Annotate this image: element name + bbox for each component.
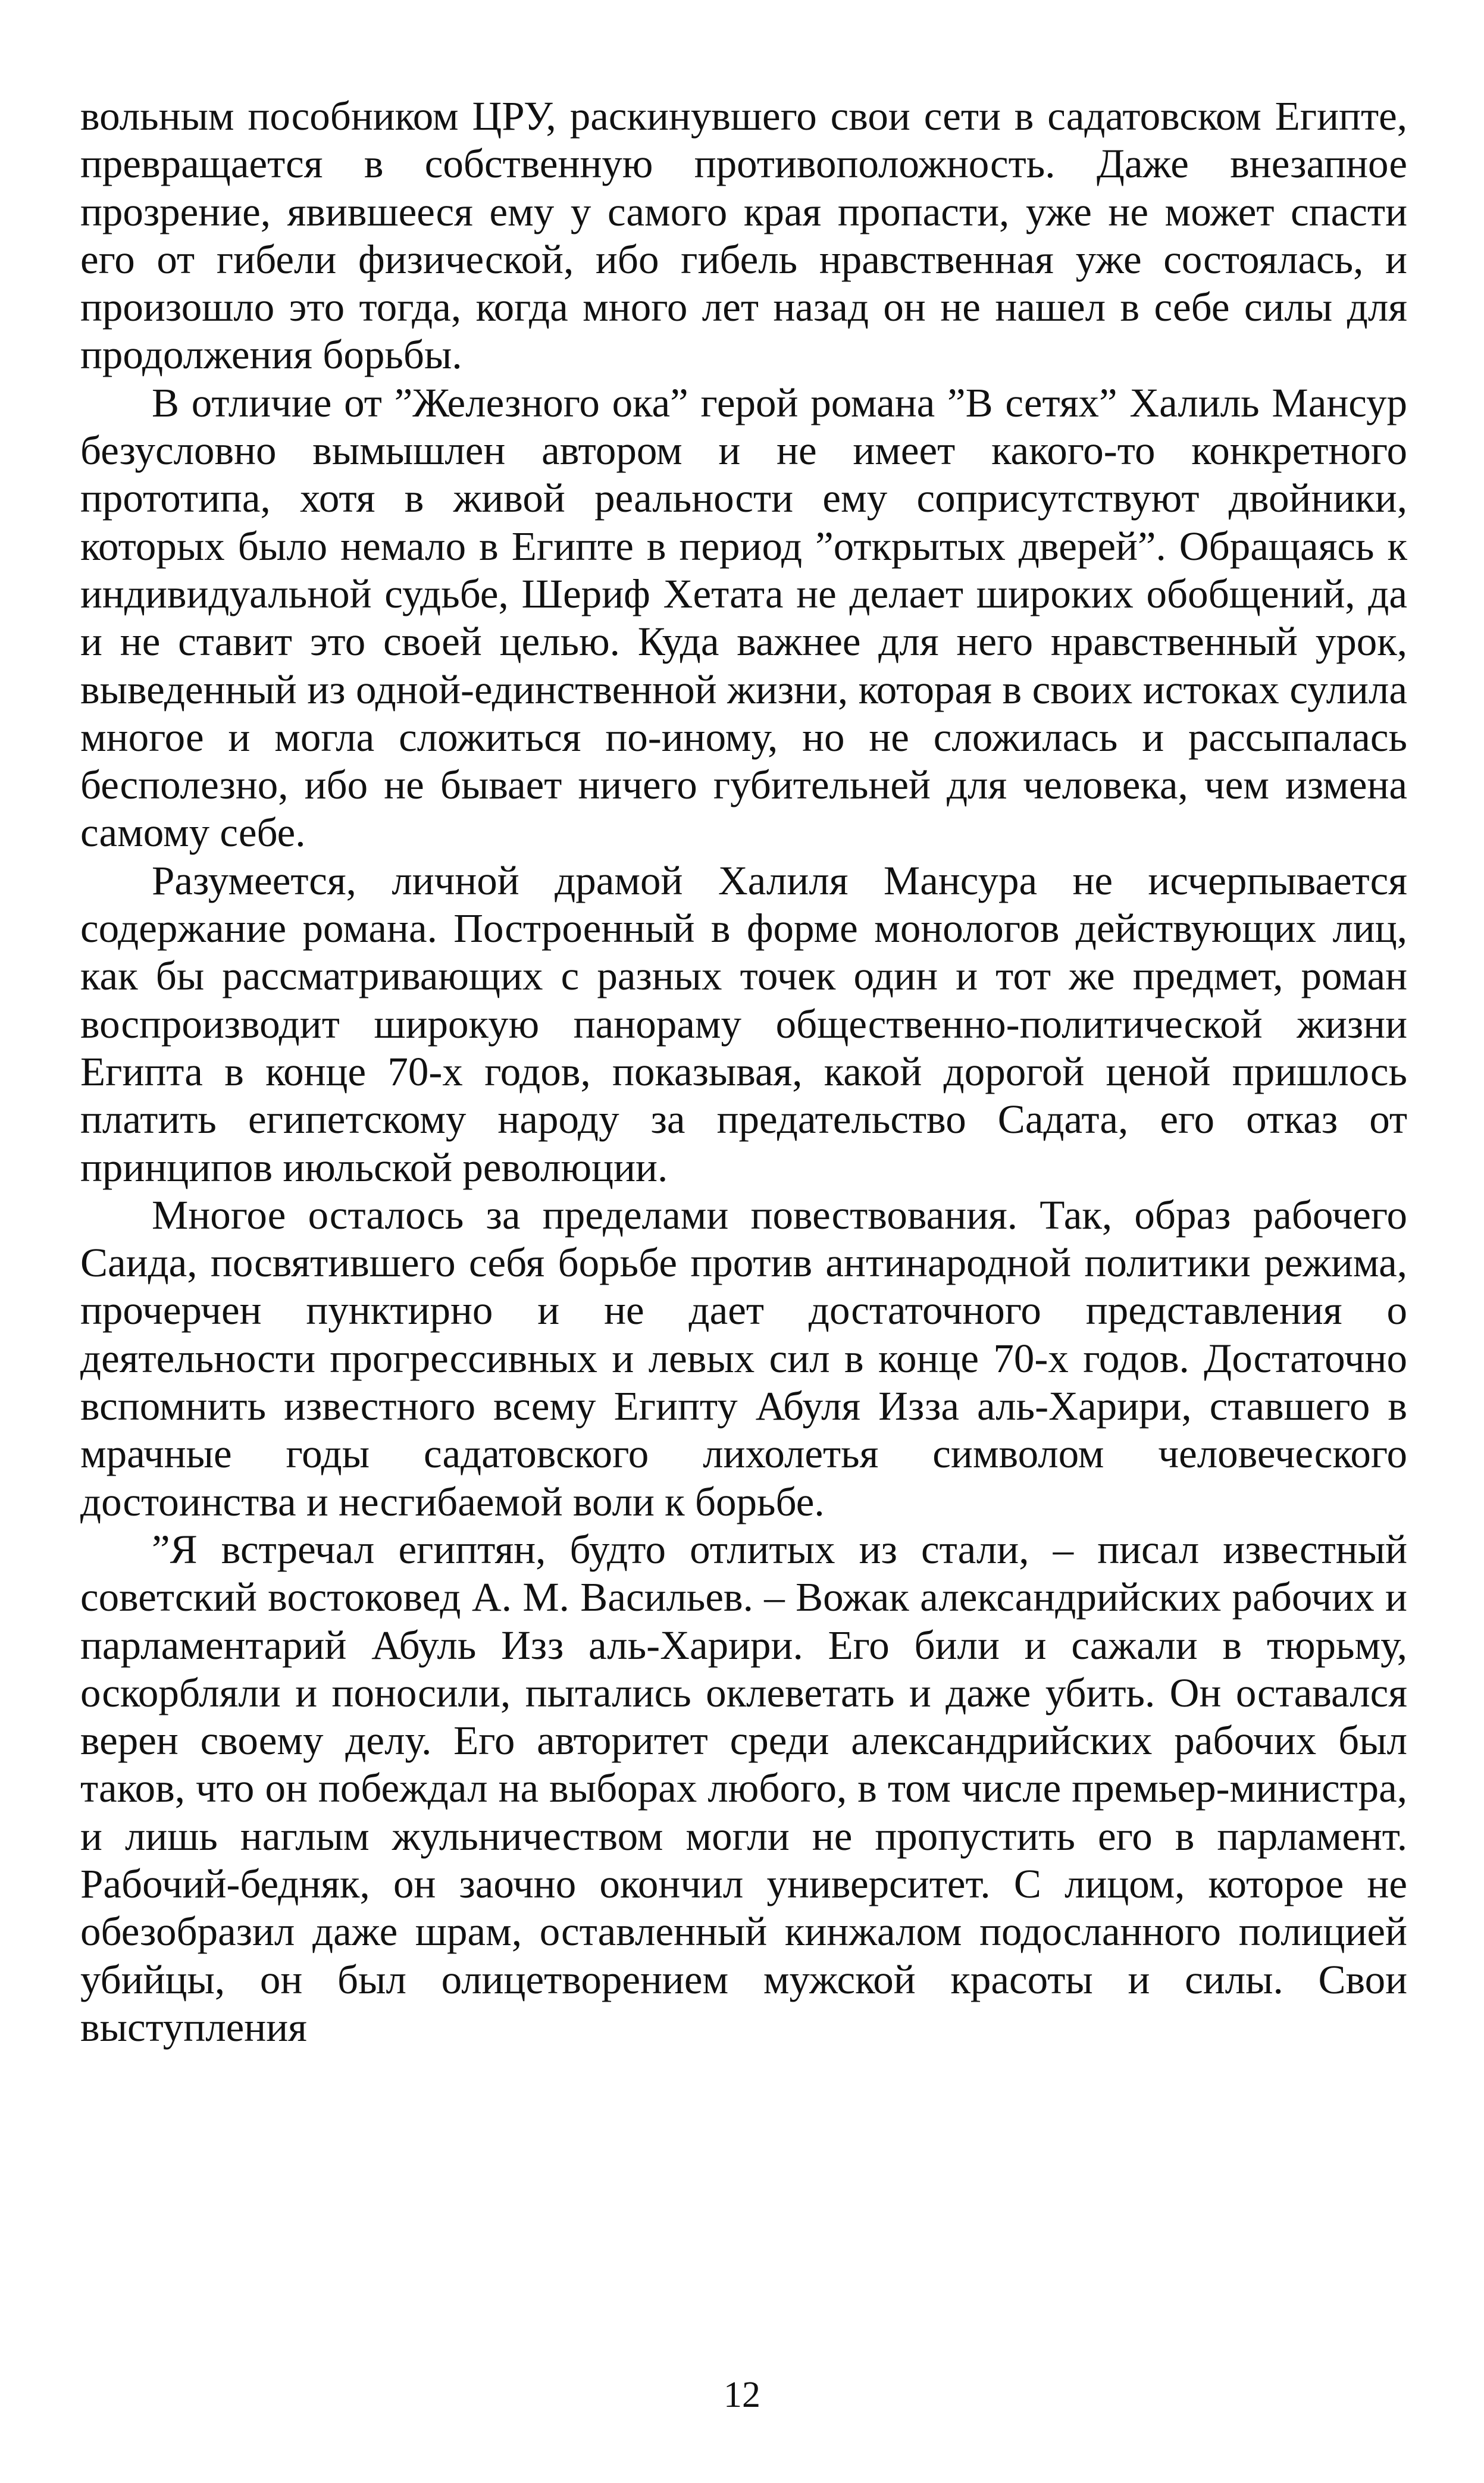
paragraph-continuation: вольным пособником ЦРУ, раскинувшего свои сети в садатовском Египте, превращается в собственную противоположность. Даже внезапное прозрение, явившееся ему у самого края пропасти, уже не может спасти его от гибели физической, ибо гибель нравственная уже состоялась, и произошло это тогда, когда много лет назад он не нашел в себе силы для продолжения борьбы.: [80, 93, 1407, 378]
paragraph-quote: ”Я встречал египтян, будто отлитых из стали, – писал известный советский востоковед А. М. Васильев. – Вожак александрийских рабочих и парламентарий Абуль Изз аль-Харири. Его били и сажали в тюрьму, оскорбляли и поносили, пытались оклеветать и даже убить. Он оставался верен своему делу. Его авторитет среди александрийских рабочих был таков, что он побеждал на выборах любого, в том числе премьер-министра, и лишь наглым жульничеством могли не пропустить его в парламент. Рабочий-бедняк, он заочно окончил университет. С лицом, которое не обезобразил даже шрам, оставленный кинжалом подосланного полицией убийцы, он был олицетворением мужской красоты и силы. Свои выступления: [80, 1526, 1407, 2050]
paragraph: Разумеется, личной драмой Халиля Мансура не исчерпывается содержание романа. Построенный в форме монологов действующих лиц, как бы рассматривающих с разных точек один и тот же предмет, роман воспроизводит широкую панораму общественно-политической жизни Египта в конце 70-х годов, показывая, какой дорогой ценой пришлось платить египетскому народу за предательство Садата, его отказ от принципов июльской революции.: [80, 857, 1407, 1190]
paragraph: В отличие от ”Железного ока” герой романа ”В сетях” Халиль Мансур безусловно вымышлен автором и не имеет какого-то конкретного прототипа, хотя в живой реальности ему соприсутствуют двойники, которых было немало в Египте в период ”открытых дверей”. Обращаясь к индивидуальной судьбе, Шериф Хетата не делает широких обобщений, да и не ставит это своей целью. Куда важнее для него нравственный урок, выведенный из одной-единственной жизни, которая в своих истоках сулила многое и могла сложиться по-иному, но не сложилась и рассыпалась бесполезно, ибо не бывает ничего губительней для человека, чем измена самому себе.: [80, 380, 1407, 856]
body-text: [80, 92, 1407, 2051]
page-number: 12: [724, 2375, 760, 2415]
paragraph: Многое осталось за пределами повествования. Так, образ рабочего Саида, посвятившего себя борьбе против антинародной политики режима, прочерчен пунктирно и не дает достаточного представления о деятельности прогрессивных и левых сил в конце 70-х годов. Достаточно вспомнить известного всему Египту Абуля Изза аль-Харири, ставшего в мрачные годы садатовского лихолетья символом человеческого достоинства и несгибаемой воли к борьбе.: [80, 1192, 1407, 1524]
